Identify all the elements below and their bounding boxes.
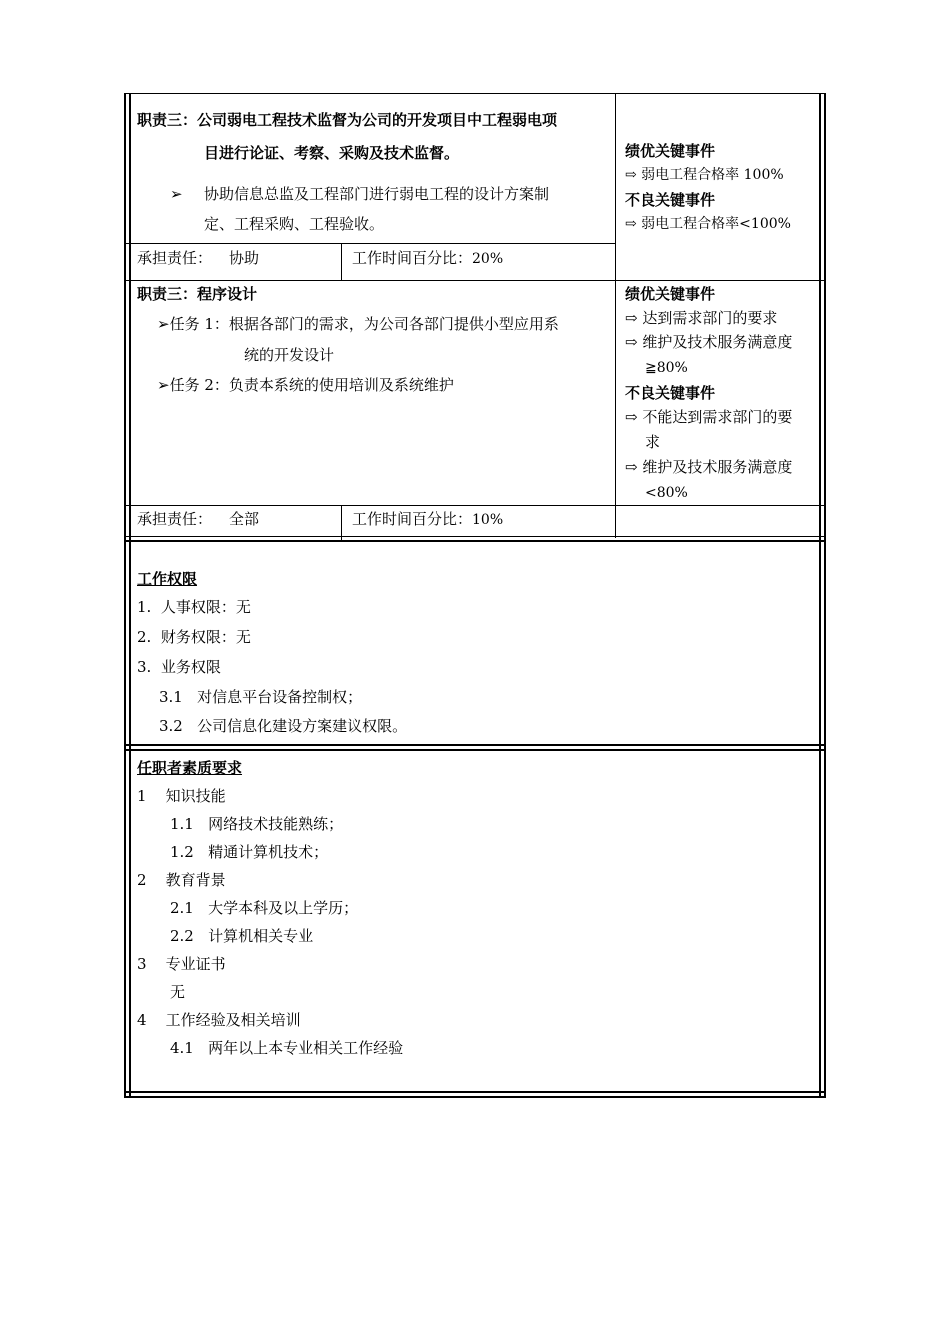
kpi-good-item: ⇨ 达到需求部门的要求 bbox=[625, 309, 778, 327]
qualification-subitem: 1.2 精通计算机技术； bbox=[170, 843, 329, 861]
task1-line2: 统的开发设计 bbox=[244, 346, 335, 364]
task2: ➢任务 2：负责本系统的使用培训及系统维护 bbox=[157, 376, 454, 394]
kpi-good-item: ⇨ 维护及技术服务满意度 bbox=[625, 333, 793, 351]
responsibility-label: 承担责任： bbox=[137, 249, 213, 267]
kpi-bad-title: 不良关键事件 bbox=[625, 384, 716, 402]
qualification-item: 3 专业证书 bbox=[137, 955, 226, 973]
kpi-bad-item: ⇨ 维护及技术服务满意度 bbox=[625, 458, 793, 476]
kpi-bad-item-cont: 求 bbox=[645, 433, 661, 451]
time-percent-value: 10% bbox=[472, 512, 504, 528]
duty-bullet-line1: 协助信息总监及工程部门进行弱电工程的设计方案制 bbox=[204, 185, 550, 203]
kpi-bad-item: ⇨ 弱电工程合格率<100% bbox=[625, 216, 791, 232]
kpi-bad-item-cont: <80% bbox=[645, 485, 688, 501]
qualification-item: 2 教育背景 bbox=[137, 871, 226, 889]
duty-title-prefix: 职责三： bbox=[137, 111, 198, 129]
duty-bullet-line2: 定、工程采购、工程验收。 bbox=[204, 215, 385, 233]
duty-title-line2: 目进行论证、考察、采购及技术监督。 bbox=[204, 144, 460, 162]
authority-subitem: 3.1 对信息平台设备控制权； bbox=[159, 688, 363, 706]
qualification-subitem: 2.1 大学本科及以上学历； bbox=[170, 899, 359, 917]
duty-title bbox=[137, 110, 557, 130]
authority-subitem: 3.2 公司信息化建设方案建议权限。 bbox=[159, 717, 408, 735]
qualification-subitem: 4.1 两年以上本专业相关工作经验 bbox=[170, 1039, 404, 1057]
qualification-subitem: 1.1 网络技术技能熟练； bbox=[170, 815, 344, 833]
responsibility-label: 承担责任： bbox=[137, 510, 213, 528]
qualification-item: 1 知识技能 bbox=[137, 787, 226, 805]
authority-item: 2. 财务权限：无 bbox=[137, 628, 251, 646]
responsibility-value: 全部 bbox=[229, 510, 260, 528]
section-title: 工作权限 bbox=[137, 570, 198, 588]
section-title: 任职者素质要求 bbox=[137, 759, 243, 777]
kpi-good-item: ⇨ 弱电工程合格率 100% bbox=[625, 167, 784, 183]
authority-item: 1. 人事权限：无 bbox=[137, 598, 251, 616]
time-percent-value: 20% bbox=[472, 251, 504, 267]
duty-title: 职责三：程序设计 bbox=[137, 285, 258, 303]
kpi-bad-title: 不良关键事件 bbox=[625, 191, 716, 209]
responsibility-value: 协助 bbox=[229, 249, 260, 267]
qualification-subitem: 2.2 计算机相关专业 bbox=[170, 927, 314, 945]
bullet-arrow-icon: ➢ bbox=[170, 185, 183, 203]
kpi-good-item-cont: ≧80% bbox=[645, 360, 688, 376]
kpi-good-title: 绩优关键事件 bbox=[625, 285, 716, 303]
qualification-item: 4 工作经验及相关培训 bbox=[137, 1011, 301, 1029]
authority-item: 3. 业务权限 bbox=[137, 658, 221, 676]
kpi-good-title: 绩优关键事件 bbox=[625, 142, 716, 160]
task1-line1: ➢任务 1：根据各部门的需求，为公司各部门提供小型应用系 bbox=[157, 315, 559, 333]
qualification-subitem: 无 bbox=[170, 983, 186, 1001]
duty-title-line1: 公司弱电工程技术监督为公司的开发项目中工程弱电项 bbox=[197, 111, 558, 129]
kpi-bad-item: ⇨ 不能达到需求部门的要 bbox=[625, 408, 793, 426]
time-percent-label: 工作时间百分比：10% bbox=[352, 510, 504, 528]
time-percent-label: 工作时间百分比：20% bbox=[352, 249, 504, 267]
